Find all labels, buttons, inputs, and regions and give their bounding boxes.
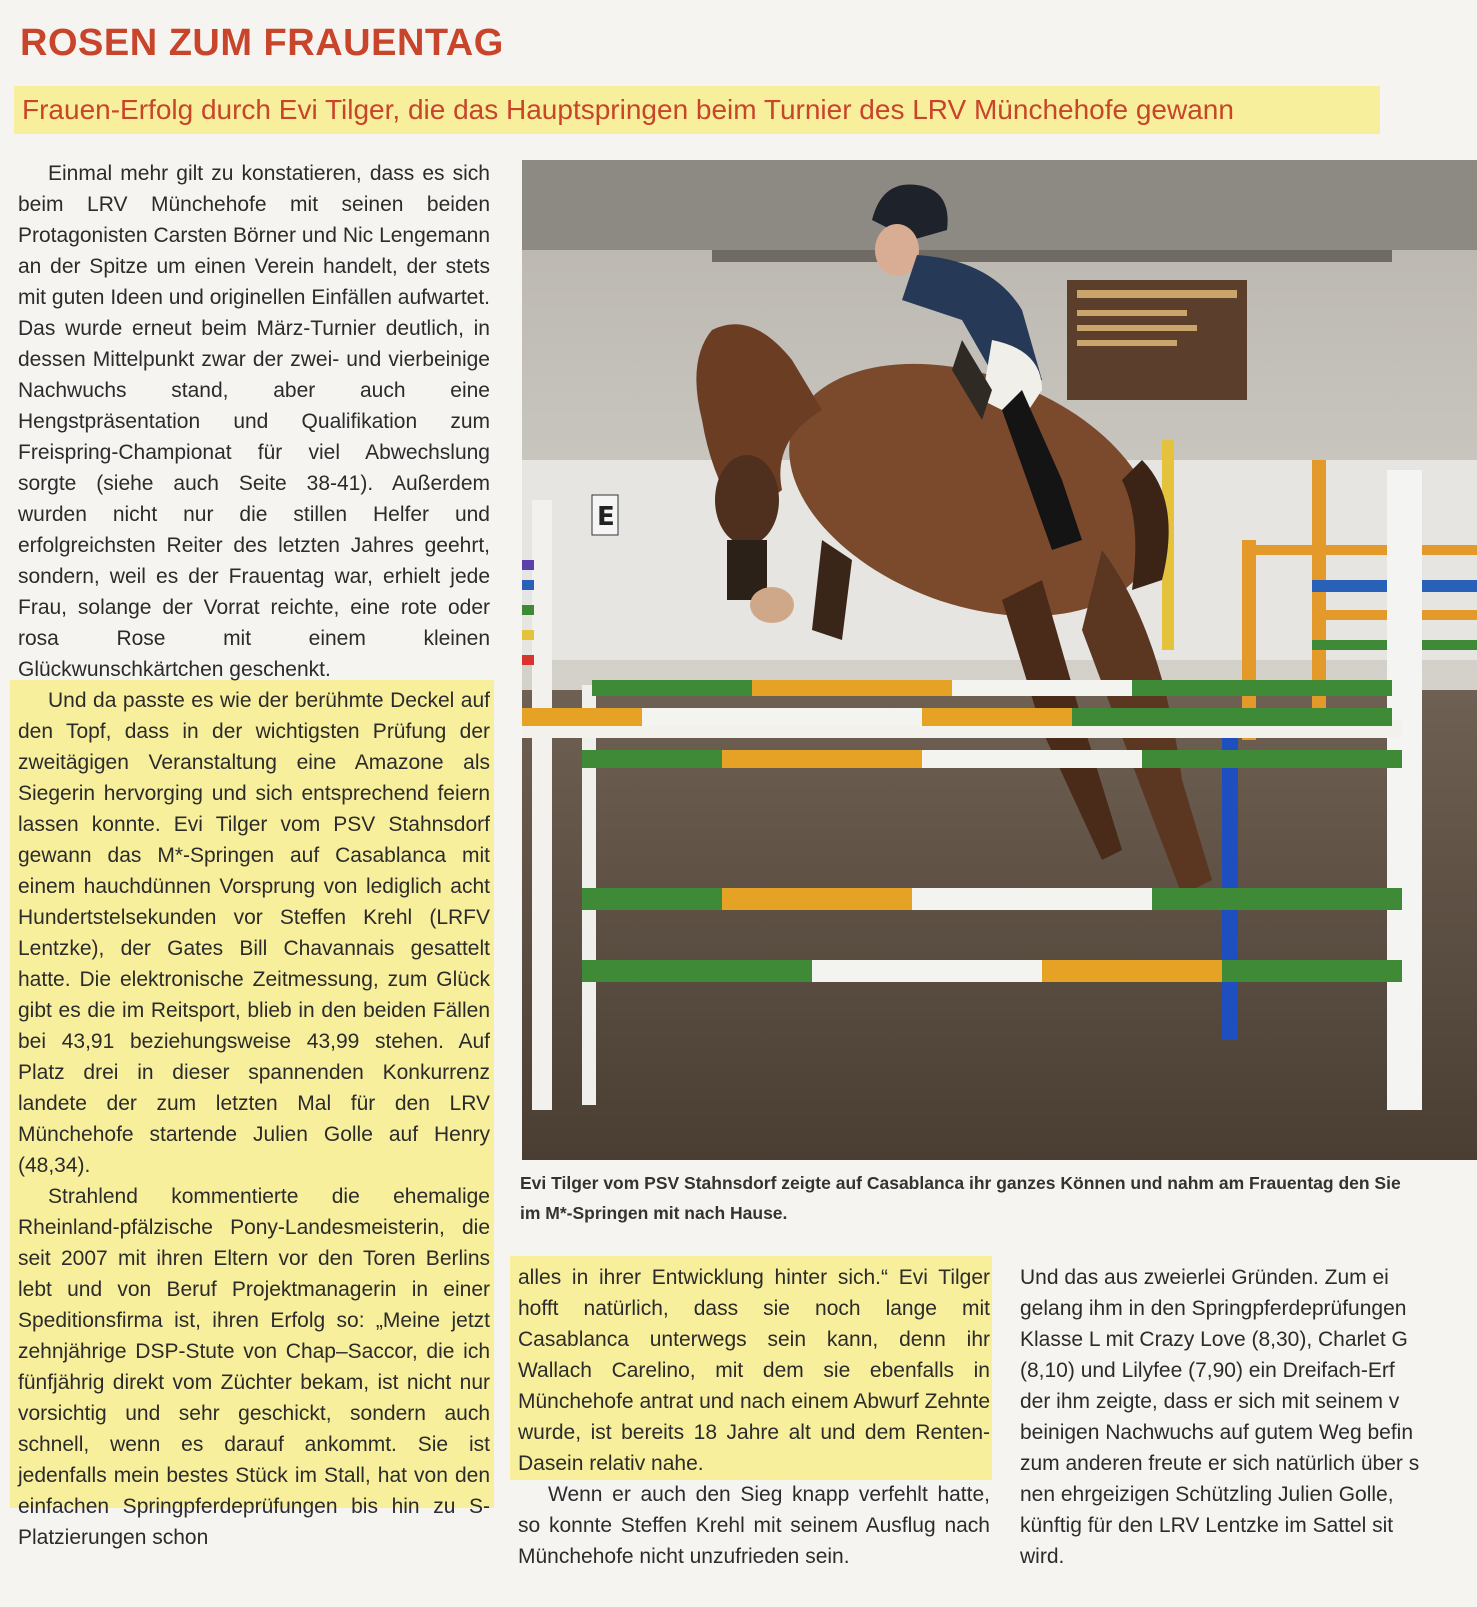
paragraph-quote: Strahlend kommentierte die ehemalige Rheinland-pfälzische Pony-Landesmeisterin, die seit 2007 mit ihren Eltern vor den Toren Berlins lebt und von Beruf Projektmanagerin in einer Speditionsfirma ist, ihren Erfolg so: „Meine jetzt zehnjährige DSP-Stute von Chap–Saccor, die ich fünfjährig direkt vom Züchter bekam, ist nicht nur vorsichtig und sehr geschickt, sondern auch schnell, wenn es darauf ankommt. Sie ist jedenfalls mein bestes Stück im Stall, hat von den einfachen Springpferdeprüfungen bis hin zu S-Platzierungen schon [18, 1185, 490, 1549]
article-title: ROSEN ZUM FRAUENTAG [20, 22, 504, 64]
column-2 [518, 1262, 990, 1572]
horse-jumping-photo [522, 160, 1477, 1160]
column-1 [18, 158, 490, 1553]
col3-line: Klasse L mit Crazy Love (8,30), Charlet G [1020, 1328, 1408, 1351]
paragraph-carelino: alles in ihrer Entwicklung hinter sich.“ Evi Tilger hofft natürlich, dass sie noch lange mit Casablanca unterwegs sein kann, denn ihr Wallach Carelino, mit dem sie ebenfalls in Münchehofe antrat und nach einem Abwurf Zehnte wurde, ist bereits 18 Jahre alt und dem Renten-Dasein relativ nahe. [518, 1266, 990, 1475]
col3-line: nen ehrgeizigen Schützling Julien Golle, [1020, 1483, 1394, 1506]
paragraph-winner: Und da passte es wie der berühmte Deckel auf den Topf, dass in der wichtigsten Prüfung der zweitägigen Veranstaltung eine Amazone als Siegerin hervorging und sich entsprechend feiern lassen konnte. Evi Tilger vom PSV Stahnsdorf gewann das M*-Springen auf Casablanca mit einem hauchdünnen Vorsprung von lediglich acht Hundertstelsekunden vor Steffen Krehl (LRFV Lentzke), der Gates Bill Chavannais gesattelt hatte. Die elektronische Zeitmessung, zum Glück gibt es die im Reitsport, blieb in den beiden Fällen bei 43,91 beziehungsweise 43,99 stehen. Auf Platz drei in dieser spannenden Konkurrenz landete der zum letzten Mal für den LRV Münchehofe startende Julien Golle auf Henry (48,34). [18, 689, 490, 1177]
svg-text:E: E [597, 502, 615, 532]
paragraph-krehl: Wenn er auch den Sieg knapp verfehlt hatte, so konnte Steffen Krehl mit seinem Ausflug nach Münchehofe nicht unzufrieden sein. [518, 1483, 990, 1568]
col3-line: künftig für den LRV Lentzke im Sattel sit [1020, 1514, 1394, 1537]
caption-line-1: Evi Tilger vom PSV Stahnsdorf zeigte auf Casablanca ihr ganzes Können und nahm am Frauentag den Sie [520, 1173, 1401, 1193]
paragraph-intro: Einmal mehr gilt zu konstatieren, dass es sich beim LRV Münchehofe mit seinen beiden Protagonisten Carsten Börner und Nic Lengemann an der Spitze um einen Verein handelt, der stets mit guten Ideen und originellen Einfällen aufwartet. Das wurde erneut beim März-Turnier deutlich, in dessen Mittelpunkt zwar der zwei- und vierbeinige Nachwuchs stand, aber auch eine Hengstpräsentation und Qualifikation zum Freispring-Championat für viel Abwechslung sorgte (siehe auch Seite 38-41). Außerdem wurden nicht nur die stillen Helfer und erfolgreichsten Reiter des letzten Jahres geehrt, sondern, weil es der Frauentag war, erhielt jede Frau, solange der Vorrat reichte, eine rote oder rosa Rose mit einem kleinen Glückwunschkärtchen geschenkt. [18, 162, 490, 681]
col3-line: der ihm zeigte, dass er sich mit seinem v [1020, 1390, 1400, 1413]
col3-line: (8,10) und Lilyfee (7,90) ein Dreifach-Erf [1020, 1359, 1395, 1382]
caption-line-2: im M*-Springen mit nach Hause. [520, 1203, 788, 1223]
photo-caption [520, 1168, 1475, 1228]
column-3 [1020, 1262, 1477, 1572]
col3-line: zum anderen freute er sich natürlich über s [1020, 1452, 1420, 1475]
col3-line: beinigen Nachwuchs auf gutem Weg befin [1020, 1421, 1414, 1444]
photo-illustration [522, 160, 1477, 1160]
col3-line: Und das aus zweierlei Gründen. Zum ei [1020, 1266, 1389, 1289]
col3-line: wird. [1020, 1545, 1065, 1568]
col3-line: gelang ihm in den Springpferdeprüfungen [1020, 1297, 1407, 1320]
article-subtitle: Frauen-Erfolg durch Evi Tilger, die das Hauptspringen beim Turnier des LRV Münchehofe gewann [14, 86, 1380, 134]
